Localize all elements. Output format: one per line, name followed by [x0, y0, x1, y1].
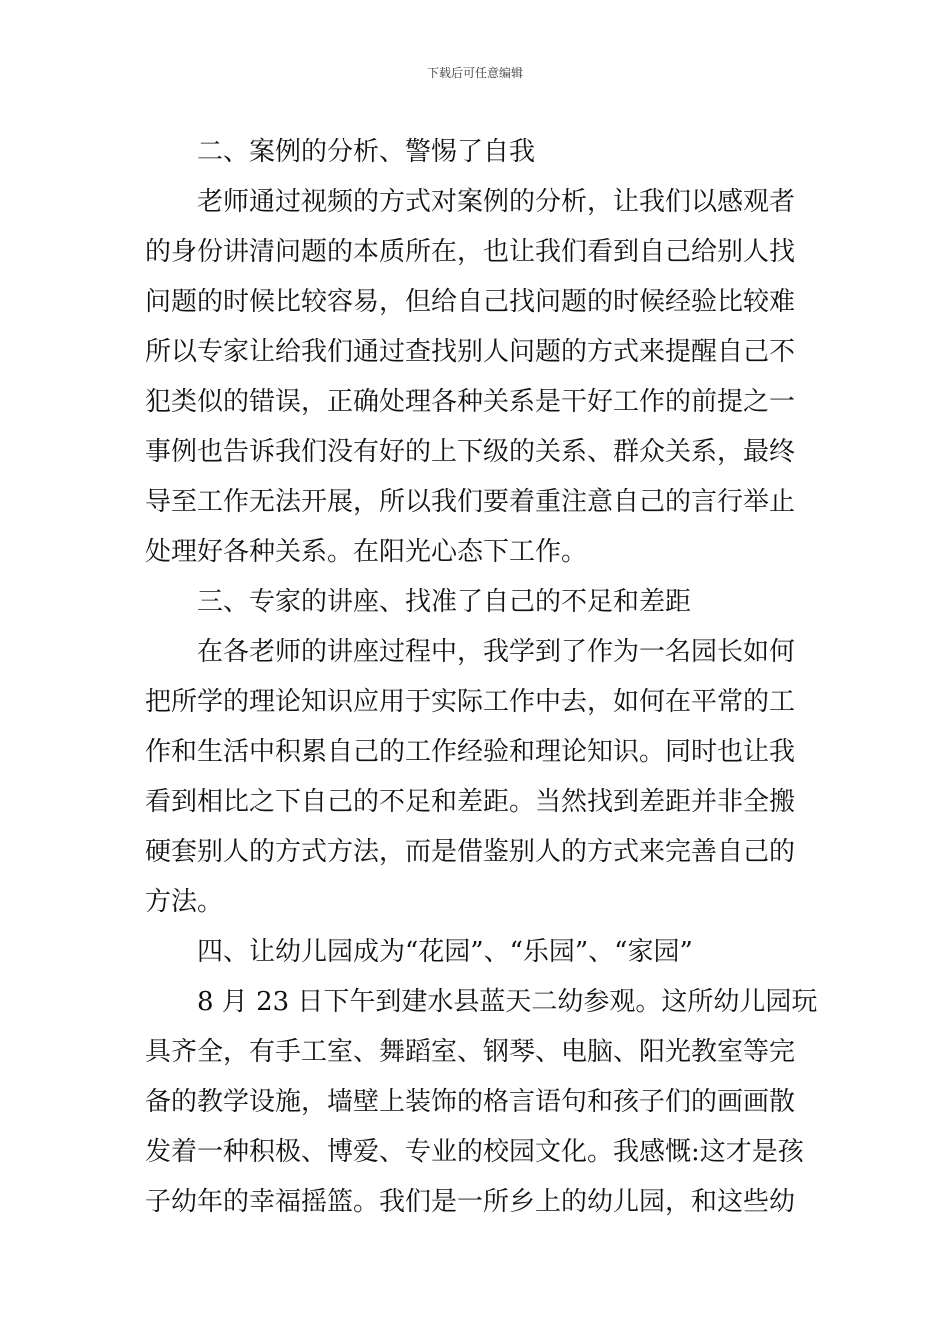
paragraph-line: 具齐全，有手工室、舞蹈室、钢琴、电脑、阳光教室等完 [145, 1037, 796, 1067]
paragraph-line: 处理好各种关系。在阳光心态下工作。 [145, 537, 588, 567]
paragraph-line: 老师通过视频的方式对案例的分析，让我们以感观者 [197, 187, 796, 217]
paragraph-line: 备的教学设施，墙壁上装饰的格言语句和孩子们的画画散 [145, 1087, 796, 1117]
paragraph-line: 的身份讲清问题的本质所在，也让我们看到自己给别人找 [145, 237, 796, 267]
paragraph-line: 把所学的理论知识应用于实际工作中去，如何在平常的工 [145, 687, 796, 717]
paragraph-line: 作和生活中积累自己的工作经验和理论知识。同时也让我 [145, 737, 796, 767]
page-header: 下载后可任意编辑 [426, 66, 523, 80]
paragraph-line: 发着一种积极、博爱、专业的校园文化。我感慨:这才是孩 [145, 1137, 804, 1167]
paragraph-line: 硬套别人的方式方法，而是借鉴别人的方式来完善自己的 [145, 837, 796, 867]
paragraph-line: 事例也告诉我们没有好的上下级的关系、群众关系，最终 [145, 437, 796, 467]
paragraph-line: 看到相比之下自己的不足和差距。当然找到差距并非全搬 [145, 787, 796, 817]
paragraph-line: 子幼年的幸福摇篮。我们是一所乡上的幼儿园，和这些幼 [145, 1187, 796, 1217]
paragraph-line: 犯类似的错误，正确处理各种关系是干好工作的前提之一 [145, 387, 796, 417]
document-body [145, 127, 818, 1227]
paragraph-line: 8 月 23 日下午到建水县蓝天二幼参观。这所幼儿园玩 [197, 987, 818, 1017]
section-heading-4: 四、让幼儿园成为“花园”、“乐园”、“家园” [197, 937, 693, 967]
paragraph-line: 所以专家让给我们通过查找别人问题的方式来提醒自己不 [145, 337, 796, 367]
paragraph-line: 问题的时候比较容易，但给自己找问题的时候经验比较难 [145, 287, 796, 317]
paragraph-line: 方法。 [145, 887, 224, 917]
section-heading-2: 二、案例的分析、警惕了自我 [197, 137, 536, 167]
paragraph-line: 在各老师的讲座过程中，我学到了作为一名园长如何 [197, 637, 796, 667]
paragraph-line: 导至工作无法开展，所以我们要着重注意自己的言行举止 [145, 487, 796, 517]
section-heading-3: 三、专家的讲座、找准了自己的不足和差距 [197, 587, 692, 617]
